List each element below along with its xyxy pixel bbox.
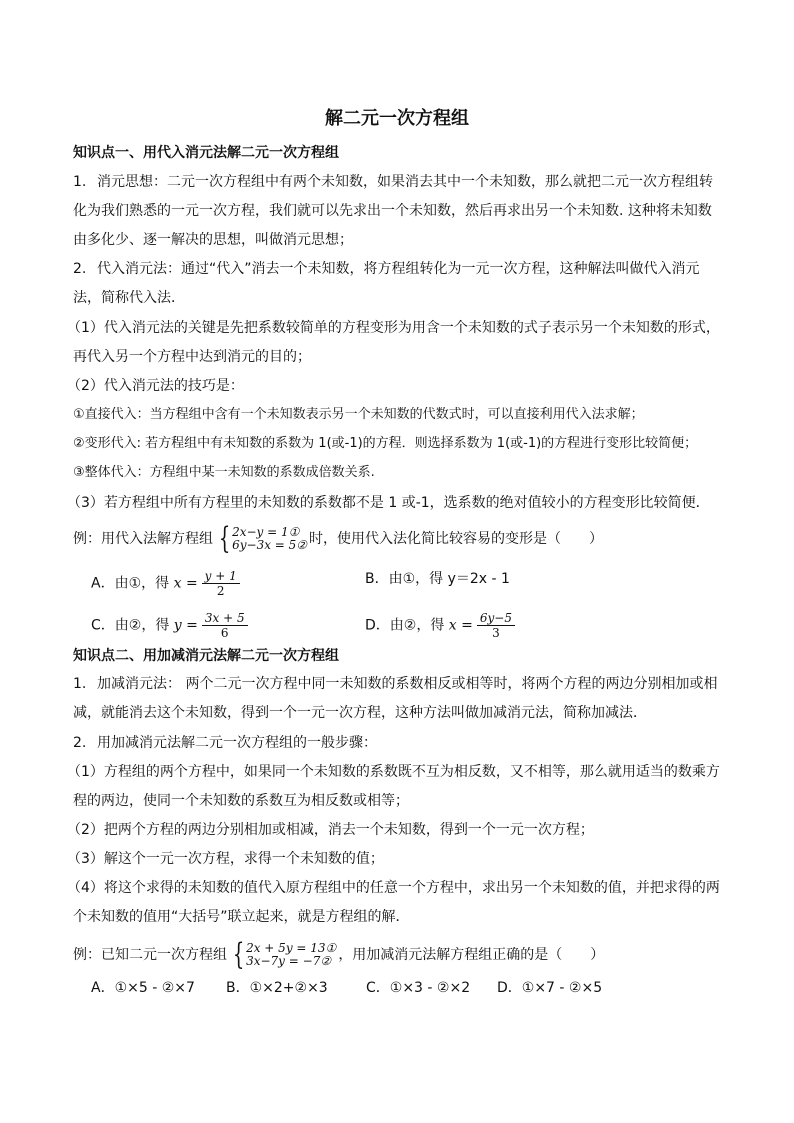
fraction-denominator: 3 (492, 626, 500, 640)
equation-1: 2x + 5y = 13① (246, 941, 337, 955)
fraction-numerator: 6y−5 (477, 611, 515, 626)
equation-2: 6y−3x = 5② (232, 538, 308, 552)
s2-option-a[interactable]: A．①×5 - ②×7 (91, 980, 195, 996)
s2-p1-line1 (73, 674, 717, 694)
s1-option-b[interactable]: B．由①，得 y＝2x - 1 (365, 571, 510, 587)
s1-tip2: ②变形代入: 若方程组中有未知数的系数为 1(或-1)的方程．则选择系数为 1(或-1)的方程进行变形比较简便； (73, 436, 698, 451)
s2-step1-line1: （1）方程组的两个方程中，如果同一个未知数的系数既不互为相反数，又不相等，那么就用适当的数乘方 (67, 764, 720, 780)
option-a-fraction (202, 569, 240, 598)
s2-example-suffix: ，用加减消元法解方程组正确的是（ ） (338, 947, 605, 963)
s1-p1-number: 1. (73, 174, 87, 190)
equation-system-1 (215, 521, 308, 556)
fraction-denominator: 2 (216, 584, 225, 598)
option-a-label: A．由①，得 (91, 575, 170, 592)
s1-p2-number: 2. (73, 261, 87, 277)
s2-option-b[interactable]: B．①×2+②×3 (226, 980, 328, 996)
s2-option-c[interactable]: C．①×3 - ②×2 (366, 980, 471, 996)
s1-p1-line1 (73, 172, 713, 192)
s2-step3: （3）解这个一元一次方程，求得一个未知数的值； (67, 851, 384, 867)
option-a-var: x = (173, 575, 198, 592)
equation-1: 2x−y = 1① (232, 525, 300, 539)
fraction-numerator: y + 1 (202, 569, 240, 584)
option-d-var: x = (448, 617, 473, 634)
s1-note3: （3）若方程组中所有方程里的未知数的系数都不是 1 或-1，选系数的绝对值较小的方程变形比较简便． (67, 495, 710, 511)
s1-p1-line3: 由多化少、逐一解决的思想，叫做消元思想； (73, 232, 353, 248)
option-c-label: C．由②，得 (91, 617, 170, 634)
s2-example-prefix: 例：已知二元一次方程组 (73, 947, 227, 963)
equation-2: 3x−7y = −7② (246, 954, 332, 968)
equation-stack (246, 942, 336, 968)
s2-p1-text1: 加减消元法： 两个二元一次方程中同一未知数的系数相反或相等时，将两个方程的两边分别相加或相 (97, 676, 718, 692)
fraction-numerator: 3x + 5 (202, 611, 248, 626)
s2-option-d[interactable]: D．①×7 - ②×5 (497, 980, 603, 996)
s2-step2: （2）把两个方程的两边分别相加或相减，消去一个未知数，得到一个一元一次方程； (67, 822, 594, 838)
s2-p1-line2: 减，就能消去这个未知数，得到一个一元一次方程，这种方法叫做加减消元法，简称加减法． (73, 705, 647, 721)
s1-p2-line1 (73, 259, 700, 279)
s1-p2-line2: 法，简称代入法． (73, 290, 185, 306)
s1-tip1: ①直接代入：当方程组中含有一个未知数表示另一个未知数的代数式时，可以直接利用代入法求解； (73, 407, 644, 422)
s1-example-prefix: 例：用代入法解方程组 (73, 531, 213, 547)
s1-tip3: ③整体代入：方程组中某一未知数的系数成倍数关系. (73, 465, 375, 480)
option-c-fraction (202, 611, 248, 640)
s2-step1-line2: 程的两边，使同一个未知数的系数互为相反数或相等； (73, 793, 409, 809)
s1-p1-line2: 化为我们熟悉的一元一次方程，我们就可以先求出一个未知数，然后再求出另一个未知数. 这种将未知数 (73, 203, 712, 219)
option-d-label: D．由②，得 (365, 617, 445, 634)
s1-p1-text1: 消元思想：二元一次方程组中有两个未知数，如果消去其中一个未知数，那么就把二元一次方程组转 (97, 174, 713, 190)
s2-p2-line1 (73, 733, 377, 753)
option-d-fraction (477, 611, 515, 640)
s2-example (73, 937, 605, 972)
s1-note1-line2: 再代入另一个方程中达到消元的目的； (73, 349, 311, 365)
s1-option-c[interactable] (91, 611, 248, 640)
s2-p2-text1: 用加减消元法解二元一次方程组的一般步骤： (97, 735, 377, 751)
left-brace: { (218, 521, 231, 556)
option-c-var: y = (173, 617, 198, 634)
section1-heading: 知识点一、用代入消元法解二元一次方程组 (73, 145, 339, 161)
s2-step4-line2: 个未知数的值用“大括号”联立起来，就是方程组的解． (73, 909, 410, 925)
s1-note1-line1: （1）代入消元法的关键是先把系数较简单的方程变形为用含一个未知数的式子表示另一个未知数的形式， (67, 320, 720, 336)
s1-option-a[interactable] (91, 569, 240, 598)
fraction-denominator: 6 (220, 626, 229, 640)
page-title: 解二元一次方程组 (325, 108, 469, 129)
equation-stack (232, 526, 307, 552)
s1-example (73, 521, 604, 556)
s2-p2-number: 2. (73, 735, 87, 751)
section2-heading: 知识点二、用加减消元法解二元一次方程组 (73, 648, 339, 664)
left-brace: { (232, 937, 245, 972)
s2-p1-number: 1. (73, 676, 87, 692)
s2-step4-line1: （4）将这个求得的未知数的值代入原方程组中的任意一个方程中，求出另一个未知数的值，并把求得的两 (67, 880, 720, 896)
s1-note2: （2）代入消元法的技巧是： (67, 378, 244, 394)
s1-option-d[interactable] (365, 611, 515, 640)
s1-example-suffix: 时，使用代入法化简比较容易的变形是（ ） (309, 531, 604, 547)
equation-system-2 (229, 937, 337, 972)
s1-p2-text1: 代入消元法：通过“代入”消去一个未知数，将方程组转化为一元一次方程，这种解法叫做代入消元 (97, 261, 700, 277)
